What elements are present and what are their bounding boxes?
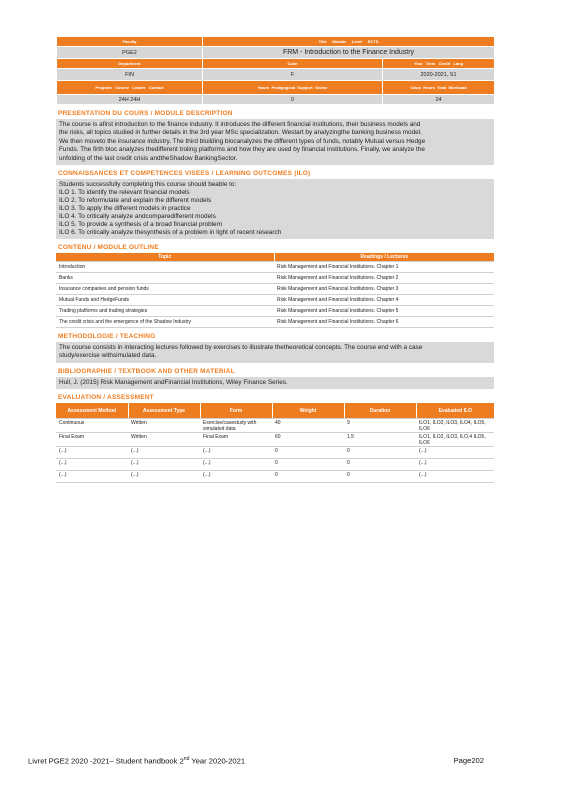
footer-handbook-label: Livret PGE2 2020 -2021– Student handbook 2nd Year 2020-2021 — [28, 756, 246, 766]
label-level: Level — [351, 39, 363, 44]
header-table — [56, 36, 495, 105]
label-ects: ECTS — [367, 39, 379, 44]
teaching-heading: METHODOLOGIE / TEACHING — [58, 333, 156, 341]
assessment-header-form: Form — [200, 403, 272, 419]
course-title: FRM - Introduction to the Finance Industry — [203, 47, 495, 59]
outline-heading: CONTENU / MODULE OUTLINE — [58, 244, 159, 252]
header-department-value: FIN — [57, 69, 203, 81]
table-row: The credit crisis and the emergence of the Shadow Industry Risk Management and Financial Institutions. Chapter 6 — [56, 317, 494, 328]
header-class-value: 24 — [383, 95, 495, 105]
assessment-header-duration: Duration — [344, 403, 416, 419]
outline-header-topic: Topic — [56, 253, 274, 262]
table-row: Continuous Written Exercise/casestudy with simulated data 40 9 ILO1, ILO2, ILO3, ILO4, ILO5, ILO6 — [56, 419, 494, 433]
presentation-heading: PRESENTATION DU COURS / MODULE DESCRIPTION — [58, 110, 233, 117]
assessment-heading: EVALUATION / ASSESSMENT — [58, 394, 154, 402]
table-row: Banks Risk Management and Financial Institutions. Chapter 2 — [56, 273, 494, 284]
header-faculty-label: Faculty — [57, 37, 203, 47]
outline-table — [56, 253, 494, 328]
header-title-labels — [203, 37, 495, 47]
header-code-label: Code — [203, 59, 383, 69]
header-program-value: 24H 24H — [57, 95, 203, 105]
presentation-text: The course is afirst introduction to the finance industry. It introduces the different financial institutions, their business models and the risks, all topics studied in further details in the 3rd year MSc specialization. Westart by analyzingthe banking business model. We then moveto the insurance industry. The third bluilding blocanalyzes the different types of funds, notably Mutual versus Hedge Funds. The firth bloc analyzes thedifferent troling platforms and how they are used by financial institutions. Finally, we analyze the unfolding of the last credit crisis andtheShadow BankingSector. — [56, 119, 494, 165]
outline-header-readings: Readings / Lectures — [274, 253, 494, 262]
header-hours-value: 0 — [203, 95, 383, 105]
table-row: Mutual Funds and HedgeFunds Risk Management and Financial Institutions. Chapter 4 — [56, 295, 494, 306]
textbook-heading: BIBLIOGRAPHIE / TEXTBOOK AND OTHER MATERIAL — [58, 367, 235, 375]
assessment-table — [56, 403, 494, 483]
teaching-text: The course consists in interacting lectures followed by exercises to illustrate thetheoretical concepts. The course end with a case study/exercise withsimulated data. — [56, 342, 494, 363]
header-faculty-value: PGE2 — [57, 47, 203, 59]
course-sheet — [56, 36, 494, 483]
learning-outcomes-heading: CONNAISSANCES ET COMPETENCES VISEES / LEARNING OUTCOMES (ILO) — [58, 170, 311, 178]
footer-page-number: Page202 — [453, 756, 484, 765]
header-year-value: 2020-2021, S1 — [383, 69, 495, 81]
table-row: (...) (...) (...) 0 0 (...) — [56, 471, 494, 483]
header-department-label: Department — [57, 59, 203, 69]
header-program-labels: Program Course Leader Contact — [57, 81, 203, 95]
table-row: Final Exam Written Final Exam 60 1.5 ILO1, ILO2, ILO3, ILO,4 ILO5, ILO6 — [56, 433, 494, 447]
table-row: Trading platforms and trading strategies Risk Management and Financial Institutions. Chapter 5 — [56, 306, 494, 317]
header-code-value: F — [203, 69, 383, 81]
table-row: Insurance companies and pension funds Risk Management and Financial Institutions. Chapter 3 — [56, 284, 494, 295]
header-hours-labels: Hours Pedagogical Support Online — [203, 81, 383, 95]
header-class-labels: Class Hours Total Workload — [383, 81, 495, 95]
label-title: Title — [318, 39, 327, 44]
table-row: (...) (...) (...) 0 0 (...) — [56, 447, 494, 459]
header-year-labels: Year Term Credit Lang — [383, 59, 495, 69]
textbook-text: Hull, J. (2015) Risk Management andFinancial Institutions, Wiley Finance Series. — [56, 377, 494, 389]
table-row: (...) (...) (...) 0 0 (...) — [56, 459, 494, 471]
assessment-header-type: Assessment Type — [128, 403, 200, 419]
assessment-header-method: Assessment Method — [56, 403, 128, 419]
label-module: Module — [332, 39, 347, 44]
learning-outcomes-text: Students successfully completing this course should beable to: ILO 1. To identify the relevant financial models ILO 2. To reformulate and explain the different models ILO 3. To apply the different models in practice ILO 4. To critically analyze andcomparedifferent models ILO 5. To provide a synthesis of a broad financial problem ILO 6. To critically analyze thesynthesis of a problem in light of recent research — [56, 179, 494, 239]
table-row: Introduction Risk Management and Financial Institutions. Chapter 1 — [56, 262, 494, 273]
assessment-header-weight: Weight — [272, 403, 344, 419]
assessment-header-ilo: Evaluated ILO — [416, 403, 494, 419]
